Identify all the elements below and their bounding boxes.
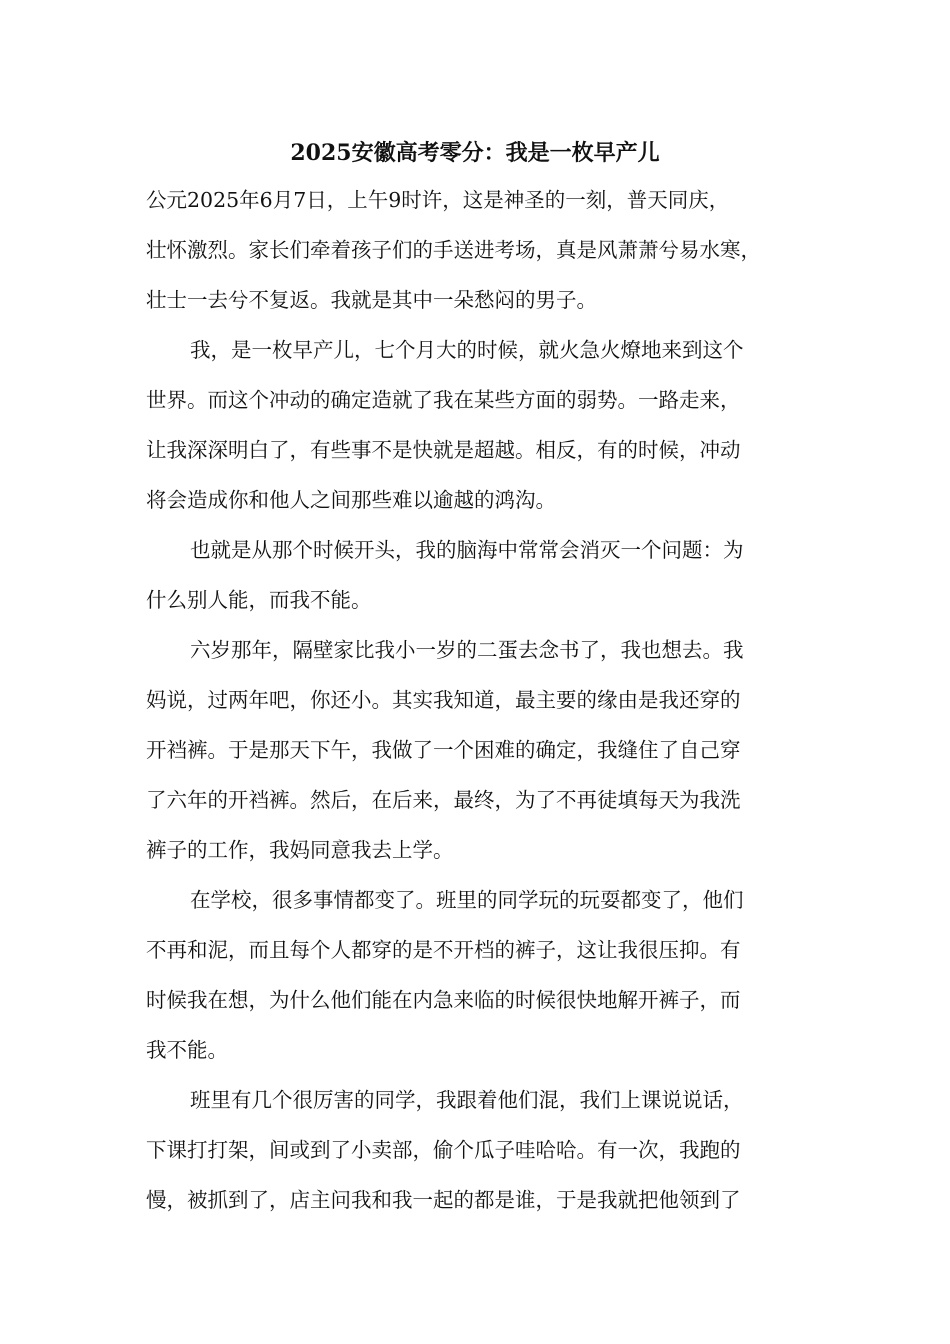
text-line: 时候我在想，为什么他们能在内急来临的时候很快地解开裤子，而: [146, 988, 741, 1012]
text-line: 慢，被抓到了，店主问我和我一起的都是谁，于是我就把他领到了: [146, 1188, 741, 1212]
text-line: 在学校，很多事情都变了。班里的同学玩的玩耍都变了，他们: [190, 888, 744, 912]
text-line: 将会造成你和他人之间那些难以逾越的鸿沟。: [146, 488, 556, 512]
document-body: [146, 182, 826, 1232]
text-line: 让我深深明白了，有些事不是快就是超越。相反，有的时候，冲动: [146, 438, 741, 462]
paragraph: [146, 632, 826, 882]
paragraph: [146, 332, 826, 532]
text-line: 不再和泥，而且每个人都穿的是不开档的裤子，这让我很压抑。有: [146, 938, 741, 962]
text-line: 了六年的开裆裤。然后，在后来，最终，为了不再徒填每天为我洗: [146, 788, 741, 812]
text-line: 我不能。: [146, 1038, 228, 1062]
paragraph: [146, 532, 826, 632]
text-line: 壮士一去兮不复返。我就是其中一朵愁闷的男子。: [146, 288, 597, 312]
paragraph: [146, 182, 826, 332]
text-line: 班里有几个很厉害的同学，我跟着他们混，我们上课说说话，: [190, 1088, 744, 1112]
document-title: 2025安徽高考零分：我是一枚早产儿: [290, 140, 660, 166]
text-line: 什么别人能，而我不能。: [146, 588, 372, 612]
text-line: 裤子的工作，我妈同意我去上学。: [146, 838, 454, 862]
text-line: 六岁那年，隔壁家比我小一岁的二蛋去念书了，我也想去。我: [190, 638, 744, 662]
paragraph: [146, 882, 826, 1082]
text-line: 公元2025年6月7日，上午9时许，这是神圣的一刻，普天同庆，: [146, 188, 730, 212]
text-line: 我，是一枚早产儿，七个月大的时候，就火急火燎地来到这个: [190, 338, 744, 362]
text-line: 壮怀激烈。家长们牵着孩子们的手送进考场，真是风萧萧兮易水寒，: [146, 238, 761, 262]
text-line: 下课打打架，间或到了小卖部，偷个瓜子哇哈哈。有一次，我跑的: [146, 1138, 741, 1162]
text-line: 开裆裤。于是那天下午，我做了一个困难的确定，我缝住了自己穿: [146, 738, 741, 762]
text-line: 也就是从那个时候开头，我的脑海中常常会消灭一个问题：为: [190, 538, 744, 562]
paragraph: [146, 1082, 826, 1232]
text-line: 世界。而这个冲动的确定造就了我在某些方面的弱势。一路走来，: [146, 388, 741, 412]
text-line: 妈说，过两年吧，你还小。其实我知道，最主要的缘由是我还穿的: [146, 688, 741, 712]
